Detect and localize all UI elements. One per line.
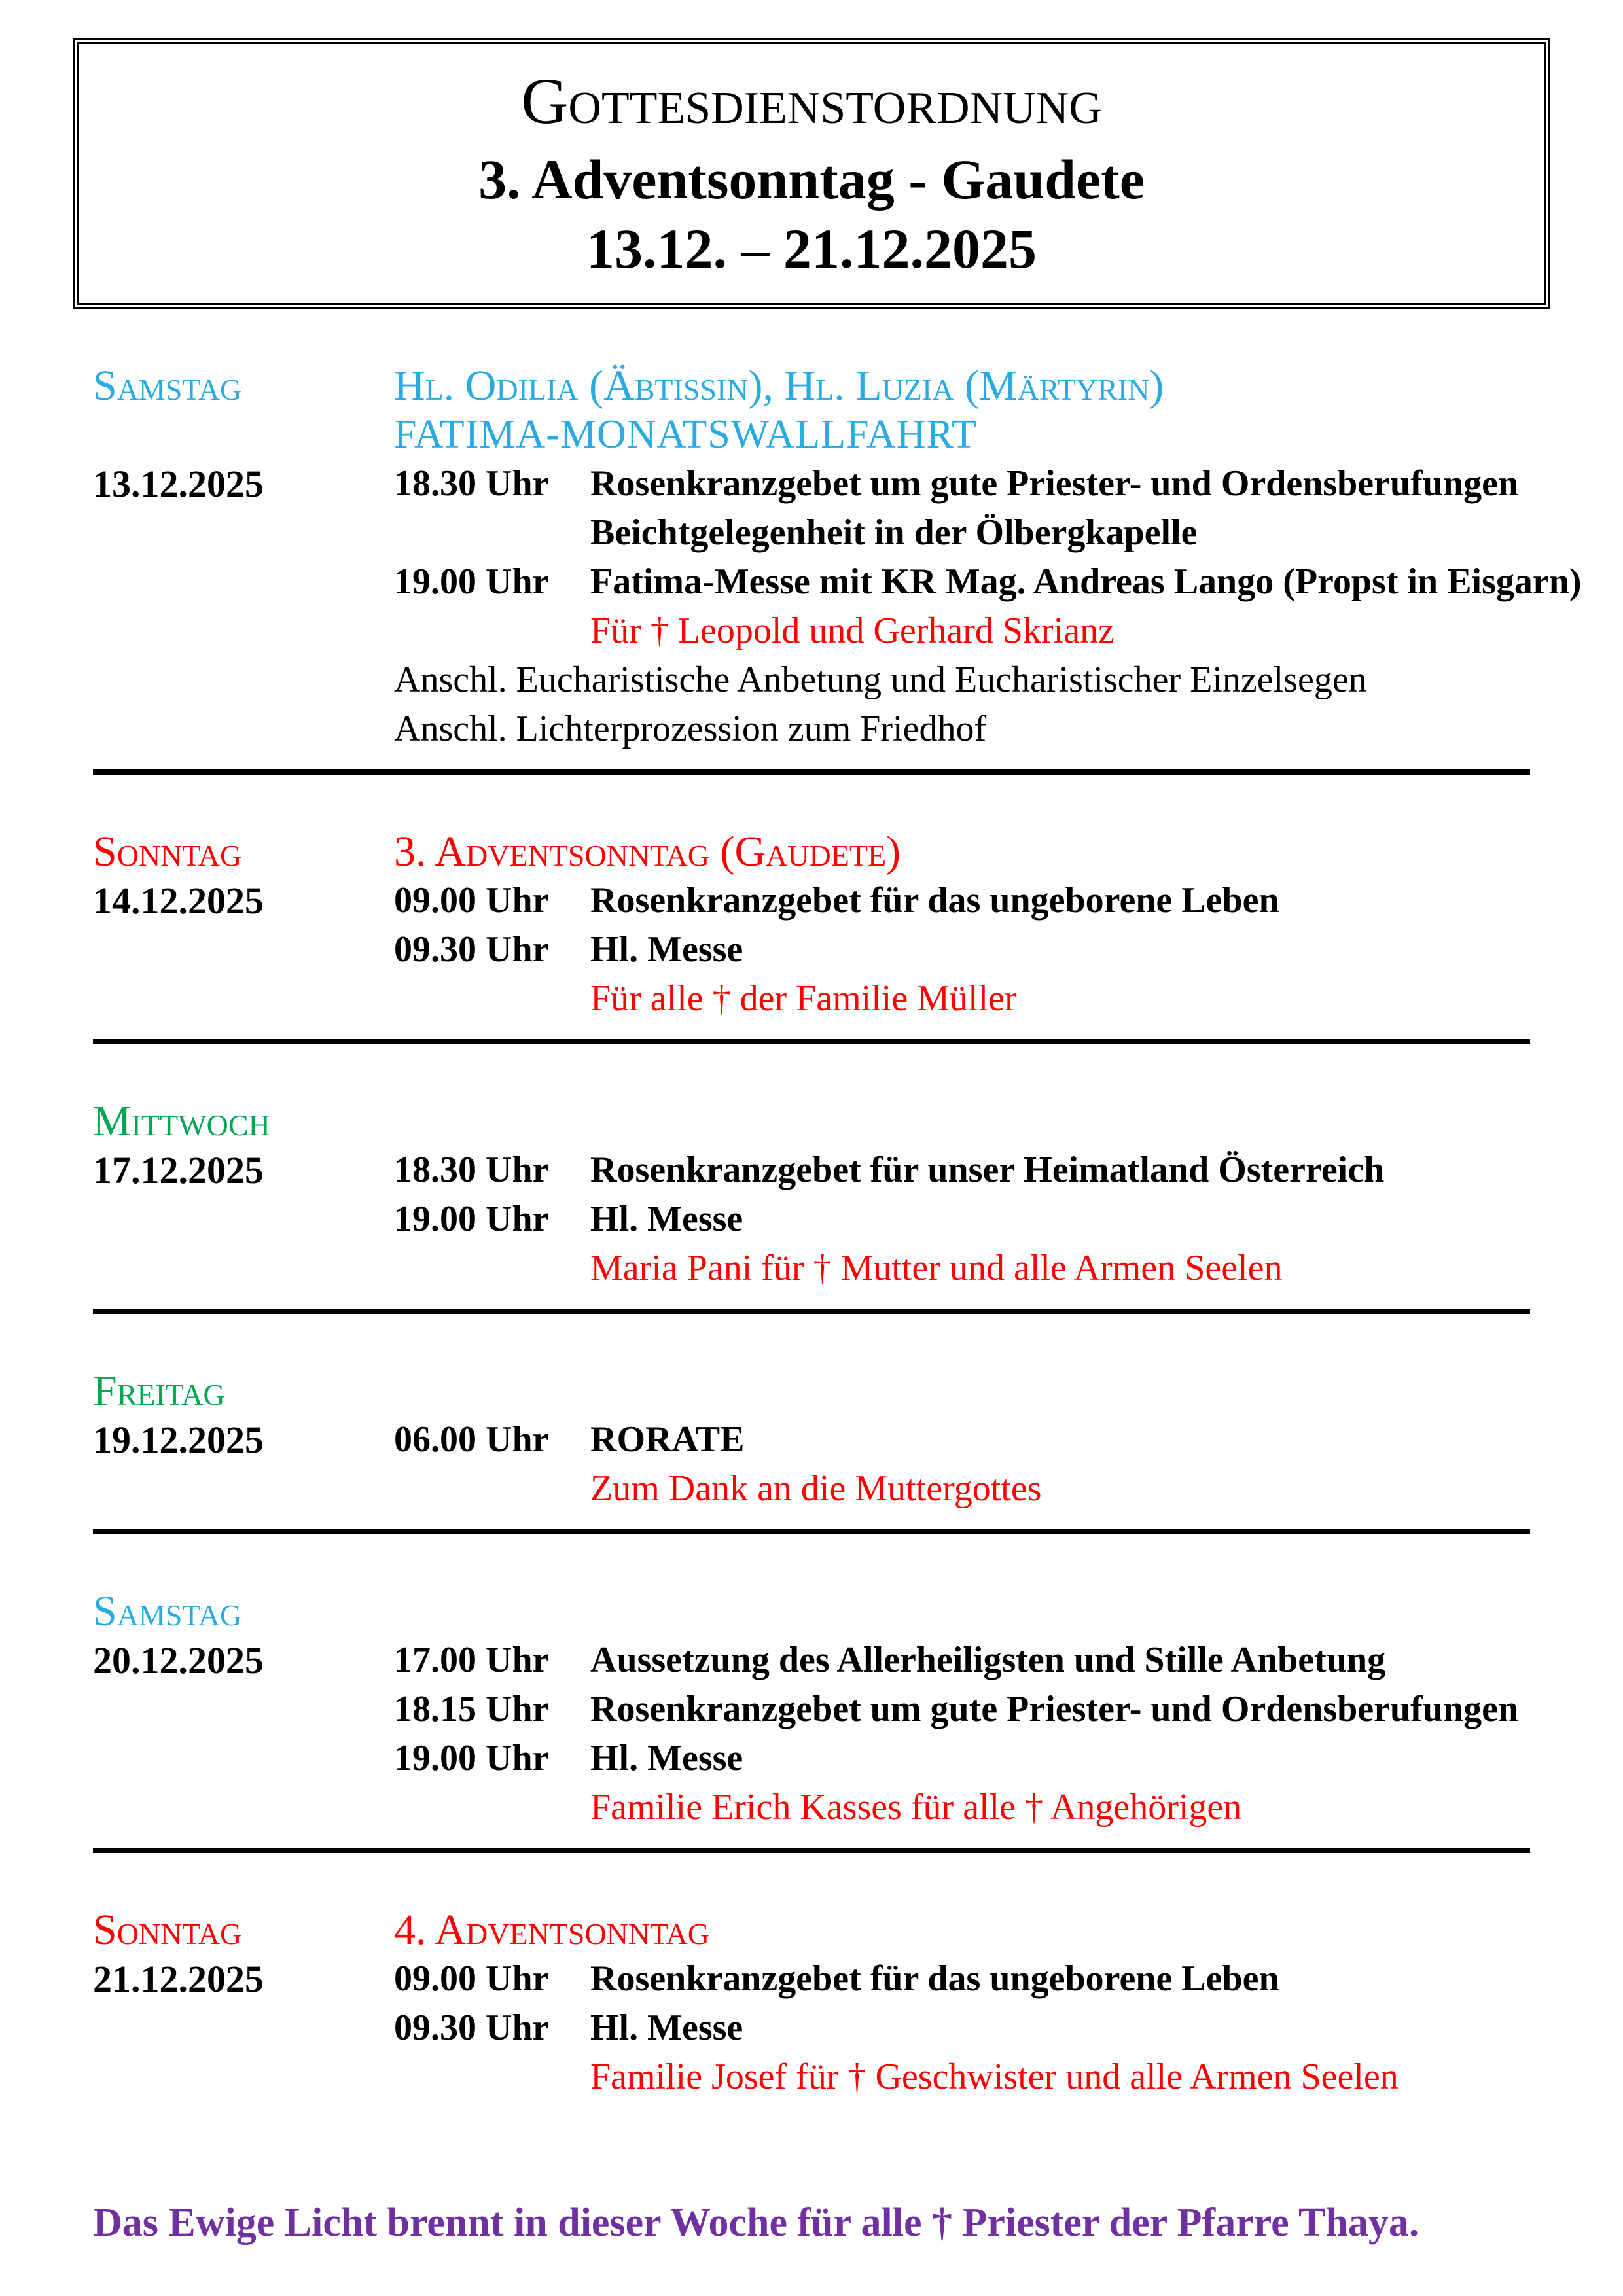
time-cell: 19.00 Uhr [394,1738,549,1778]
event-row [93,656,1530,705]
event-row [93,1734,1530,1783]
date-cell [93,1685,394,1734]
event-text: Rosenkranzgebet für das ungeborene Leben [590,1958,1279,1999]
event-row [93,1685,1530,1734]
time-cell: 18.15 Uhr [394,1689,549,1729]
day-label: Mittwoch [93,1097,270,1145]
section-header: Hl. Odilia (Äbtissin), Hl. Luzia (Märtyrin) [394,362,1164,410]
day-label: Freitag [93,1367,225,1415]
event-row [93,1146,1530,1195]
time-cell: 19.00 Uhr [394,1199,549,1239]
event-row [93,1195,1530,1244]
date-cell: 19.12.2025 [93,1419,264,1461]
time-cell: 09.30 Uhr [394,2007,549,2048]
time-cell [394,508,590,557]
date-cell: 20.12.2025 [93,1639,264,1682]
intention-text: Familie Erich Kasses für alle † Angehörigen [590,1787,1242,1828]
time-cell: 09.30 Uhr [394,929,549,970]
note-text: Anschl. Eucharistische Anbetung und Eucharistischer Einzelsegen [394,660,1367,700]
schedule-section [93,1097,1530,1314]
page-title: Gottesdienstordnung [521,65,1102,137]
day-label: Samstag [93,362,242,410]
date-cell: 14.12.2025 [93,879,264,922]
intention-text: Für † Leopold und Gerhard Skrianz [590,610,1115,651]
section-heading-row-2 [93,410,1530,459]
event-text: Rosenkranzgebet für unser Heimatland Österreich [590,1150,1385,1190]
time-cell: 09.00 Uhr [394,880,549,921]
event-row [93,1464,1530,1513]
event-row [93,1783,1530,1832]
footer-note: Das Ewige Licht brennt in dieser Woche für alle † Priester der Pfarre Thaya. [93,2200,1419,2245]
page-subtitle: 3. Adventsonntag - Gaudete [478,148,1145,211]
section-header: 3. Adventsonntag (Gaudete) [394,828,901,875]
date-cell: 21.12.2025 [93,1958,264,2000]
event-row [93,705,1530,754]
section-header: 4. Adventsonntag [394,1906,709,1954]
event-row [93,876,1530,925]
event-text: Hl. Messe [590,1199,743,1239]
event-text: Rosenkranzgebet um gute Priester- und Ordensberufungen [590,1689,1519,1729]
section-divider [93,1529,1530,1534]
event-text: Fatima-Messe mit KR Mag. Andreas Lango (Propst in Eisgarn) [590,561,1582,602]
date-cell [93,1734,394,1783]
event-text: Rosenkranzgebet um gute Priester- und Ordensberufungen [590,463,1519,504]
intention-text: Familie Josef für † Geschwister und alle Armen Seelen [590,2057,1399,2097]
event-text: RORATE [590,1419,745,1460]
event-text: Rosenkranzgebet für das ungeborene Leben [590,880,1279,921]
date-cell [93,925,394,974]
section-header-2: FATIMA-MONATSWALLFAHRT [394,412,977,457]
event-row [93,508,1530,557]
section-heading-row [93,1587,1530,1636]
date-cell: 13.12.2025 [93,463,264,505]
note-text: Anschl. Lichterprozession zum Friedhof [394,709,987,749]
date-cell [93,557,394,607]
date-range: 13.12. – 21.12.2025 [586,217,1037,280]
date-cell: 17.12.2025 [93,1149,264,1192]
day-label: Sonntag [93,1906,242,1954]
schedule-section [93,361,1582,775]
section-divider [93,1309,1530,1314]
section-heading-row [93,827,1530,876]
event-text: Beichtgelegenheit in der Ölbergkapelle [590,512,1198,553]
event-row [93,2004,1530,2053]
date-cell [93,2004,394,2053]
section-divider [93,1039,1530,1044]
event-row [93,1244,1530,1293]
event-text: Hl. Messe [590,1738,743,1778]
intention-text: Maria Pani für † Mutter und alle Armen Seelen [590,1248,1283,1288]
schedule-section [93,1905,1530,2102]
event-row [93,1954,1530,2004]
day-label: Samstag [93,1587,242,1635]
time-cell: 17.00 Uhr [394,1640,549,1680]
event-text: Hl. Messe [590,929,743,970]
intention-text: Zum Dank an die Muttergottes [590,1468,1042,1509]
section-heading-row [93,1097,1530,1146]
section-heading-row [93,1366,1530,1415]
date-cell [93,508,394,557]
header-box [73,38,1550,309]
event-row [93,925,1530,974]
schedule-section [93,1587,1530,1853]
time-cell: 19.00 Uhr [394,561,549,602]
event-row [93,459,1530,508]
event-row [93,607,1530,656]
event-row [93,974,1530,1023]
event-row [93,1415,1530,1464]
section-heading-row [93,1905,1530,1954]
event-text: Aussetzung des Allerheiligsten und Stille Anbetung [590,1640,1386,1680]
schedule-section [93,1366,1530,1534]
day-label: Sonntag [93,828,242,875]
time-cell: 06.00 Uhr [394,1419,549,1460]
event-text: Hl. Messe [590,2007,743,2048]
time-cell: 09.00 Uhr [394,1958,549,1999]
schedule [93,361,1582,2102]
section-heading-row [93,361,1530,410]
schedule-section [93,827,1530,1044]
date-cell [93,1195,394,1244]
event-row [93,2053,1530,2102]
section-divider [93,769,1530,775]
event-row [93,557,1582,607]
intention-text: Für alle † der Familie Müller [590,978,1017,1019]
section-divider [93,1848,1530,1853]
event-row [93,1636,1530,1685]
time-cell: 18.30 Uhr [394,1150,549,1190]
time-cell: 18.30 Uhr [394,463,549,504]
